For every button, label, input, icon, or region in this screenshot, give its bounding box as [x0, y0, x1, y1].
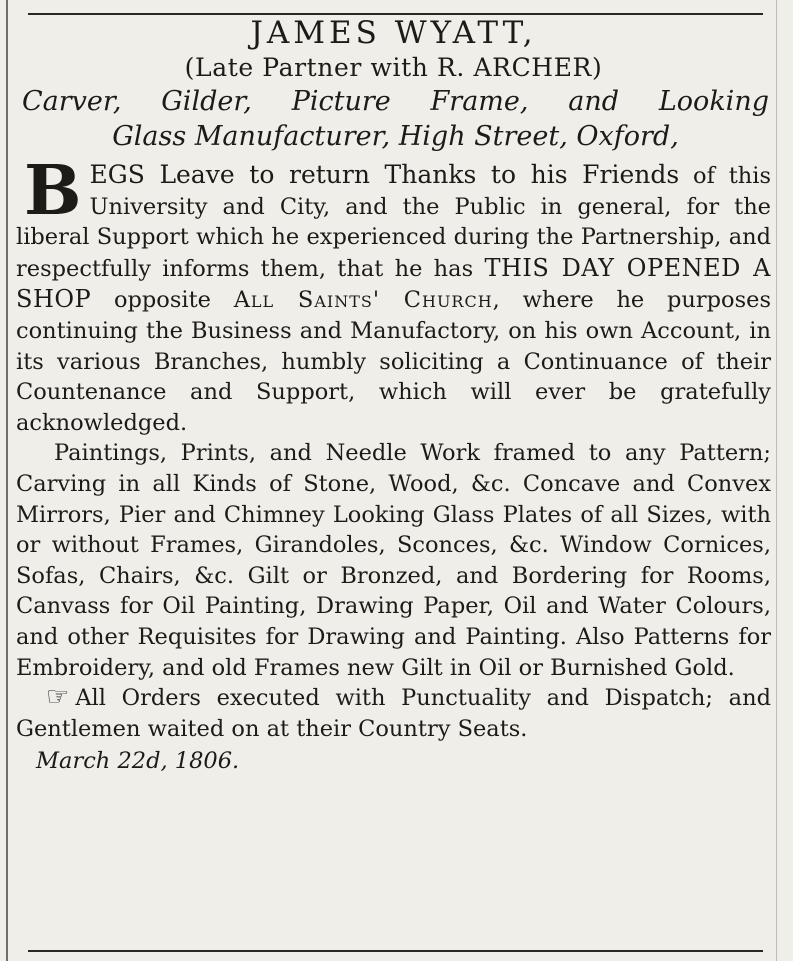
column-edge-right [776, 0, 777, 961]
drop-cap: B [24, 151, 82, 231]
advertiser-subtitle: (Late Partner with R. ARCHER) [184, 53, 603, 82]
paragraph-thanks [16, 151, 771, 438]
trade-line-2: Glass Manufacturer, High Street, Oxford, [112, 121, 679, 152]
advert-body [16, 151, 771, 777]
paragraph-services: Paintings, Prints, and Needle Work framed to any Pattern; Carving in all Kinds of Stone, Wood, &c. Concave and Convex Mirrors, Pier and Chimney Looking Glass Plates of all Sizes, with or without Frames, Girandoles, Sconces, &c. Window Cornices, Sofas, Chairs, &c. Gilt or Bronzed, and Bordering for Rooms, Canvass for Oil Painting, Drawing Paper, Oil and Water Colours, and other Requisites for Drawing and Painting. Also Patterns for Embroidery, and old Frames new Gilt in Oil or Burnished Gold. [16, 440, 771, 681]
column-edge-left [6, 0, 8, 961]
paragraph-text-a: of this University and City, and the Public in general, for the liberal Support which he experienced during the Partnership, and respectfully informs them, that he has [16, 163, 771, 282]
bottom-rule [28, 950, 763, 952]
advertiser-name: JAMES WYATT, [250, 15, 537, 51]
orders-text: All Orders executed with Punctuality and Dispatch; and Gentlemen waited on at their Country Seats. [16, 685, 771, 742]
advert-date: March 22d, 1806. [36, 748, 240, 775]
church-name: All Saints' Church [233, 287, 493, 314]
paragraph-text-c: , where he purposes continuing the Business and Manufactory, on his own Account, in its various Branches, humbly soliciting a Continuance of their Countenance and Support, which will ever be gratefully acknowledged. [16, 287, 771, 436]
trade-line-1: Carver, Gilder, Picture Frame, and Looking [22, 86, 769, 117]
paragraph-text-b: opposite [91, 287, 234, 314]
shop-opened-caps: THIS DAY OPENED A SHOP [16, 253, 771, 314]
top-rule [28, 13, 763, 15]
paragraph-orders [16, 683, 771, 744]
paragraph-lead: EGS Leave to return Thanks to his Friends [89, 160, 680, 189]
pointing-hand-icon: ☞ [46, 682, 70, 713]
